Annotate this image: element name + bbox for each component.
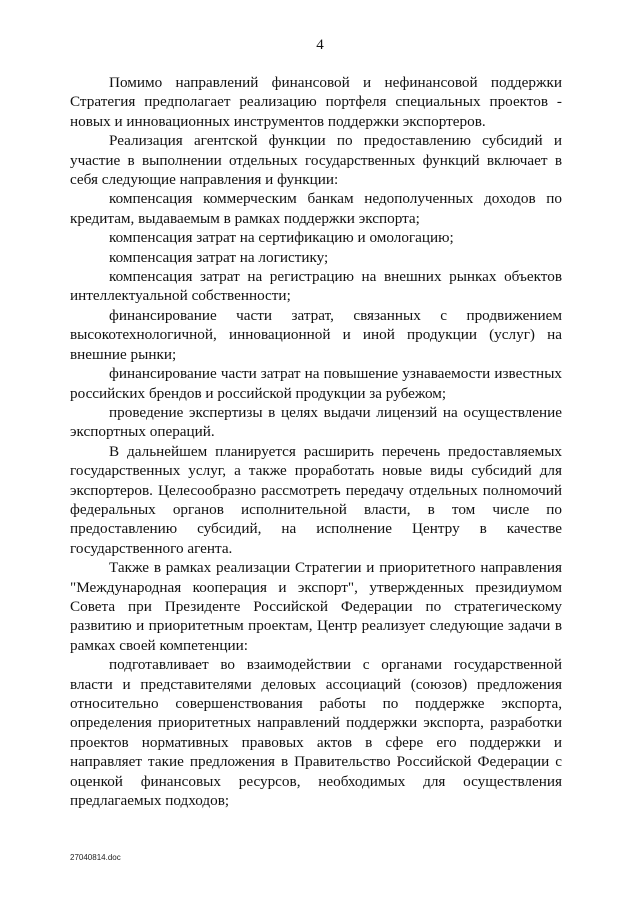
list-item: подготавливает во взаимодействии с органами государственной власти и представителями деловых ассоциаций (союзов) предложения относительно совершенствования работы по поддержке экспорта, определения приоритетных направлений поддержки экспорта, разработки проектов нормативных правовых актов в сфере его поддержки и направляет такие предложения в Правительство Российской Федерации с оценкой финансовых ресурсов, необходимых для осуществления предлагаемых подходов; xyxy=(70,656,562,810)
list-item: финансирование части затрат, связанных с продвижением высокотехнологичной, инновационной и иной продукции (услуг) на внешние рынки; xyxy=(70,306,562,363)
list-item: финансирование части затрат на повышение узнаваемости известных российских брендов и российской продукции за рубежом; xyxy=(70,365,562,402)
paragraph-future-plans: В дальнейшем планируется расширить перечень предоставляемых государственных услуг, а также проработать новые виды субсидий для экспортеров. Целесообразно рассмотреть передачу отдельных полномочий федеральных органов исполнительной власти, в том числе по предоставлению субсидий, на исполнение Центру в качестве государственного агента. xyxy=(70,442,562,557)
list-item: компенсация затрат на логистику; xyxy=(109,248,329,266)
paragraph-international-cooperation: Также в рамках реализации Стратегии и приоритетного направления "Международная кооперация и экспорт", утвержденных президиумом Совета при Президенте Российской Федерации по стратегическому развитию и приоритетным проектам, Центр реализует следующие задачи в рамках своей компетенции: xyxy=(70,559,562,654)
list-item: проведение экспертизы в целях выдачи лицензий на осуществление экспортных операций. xyxy=(70,403,562,441)
list-item: компенсация затрат на сертификацию и омологацию; xyxy=(109,229,454,247)
paragraph-intro: Помимо направлений финансовой и нефинансовой поддержки Стратегия предполагает реализацию портфеля специальных проектов - новых и инновационных инструментов поддержки экспортеров. xyxy=(70,74,562,130)
list-item: компенсация коммерческим банкам недополученных доходов по кредитам, выдаваемым в рамках поддержки экспорта; xyxy=(70,190,562,227)
page-number: 4 xyxy=(316,37,324,53)
list-item: компенсация затрат на регистрацию на внешних рынках объектов интеллектуальной собственности; xyxy=(70,268,562,305)
document-body xyxy=(70,73,562,810)
paragraph-agency-functions: Реализация агентской функции по предоставлению субсидий и участие в выполнении отдельных государственных функций включает в себя следующие направления и функции: xyxy=(70,132,562,189)
document-filename: 27040814.doc xyxy=(70,853,121,862)
